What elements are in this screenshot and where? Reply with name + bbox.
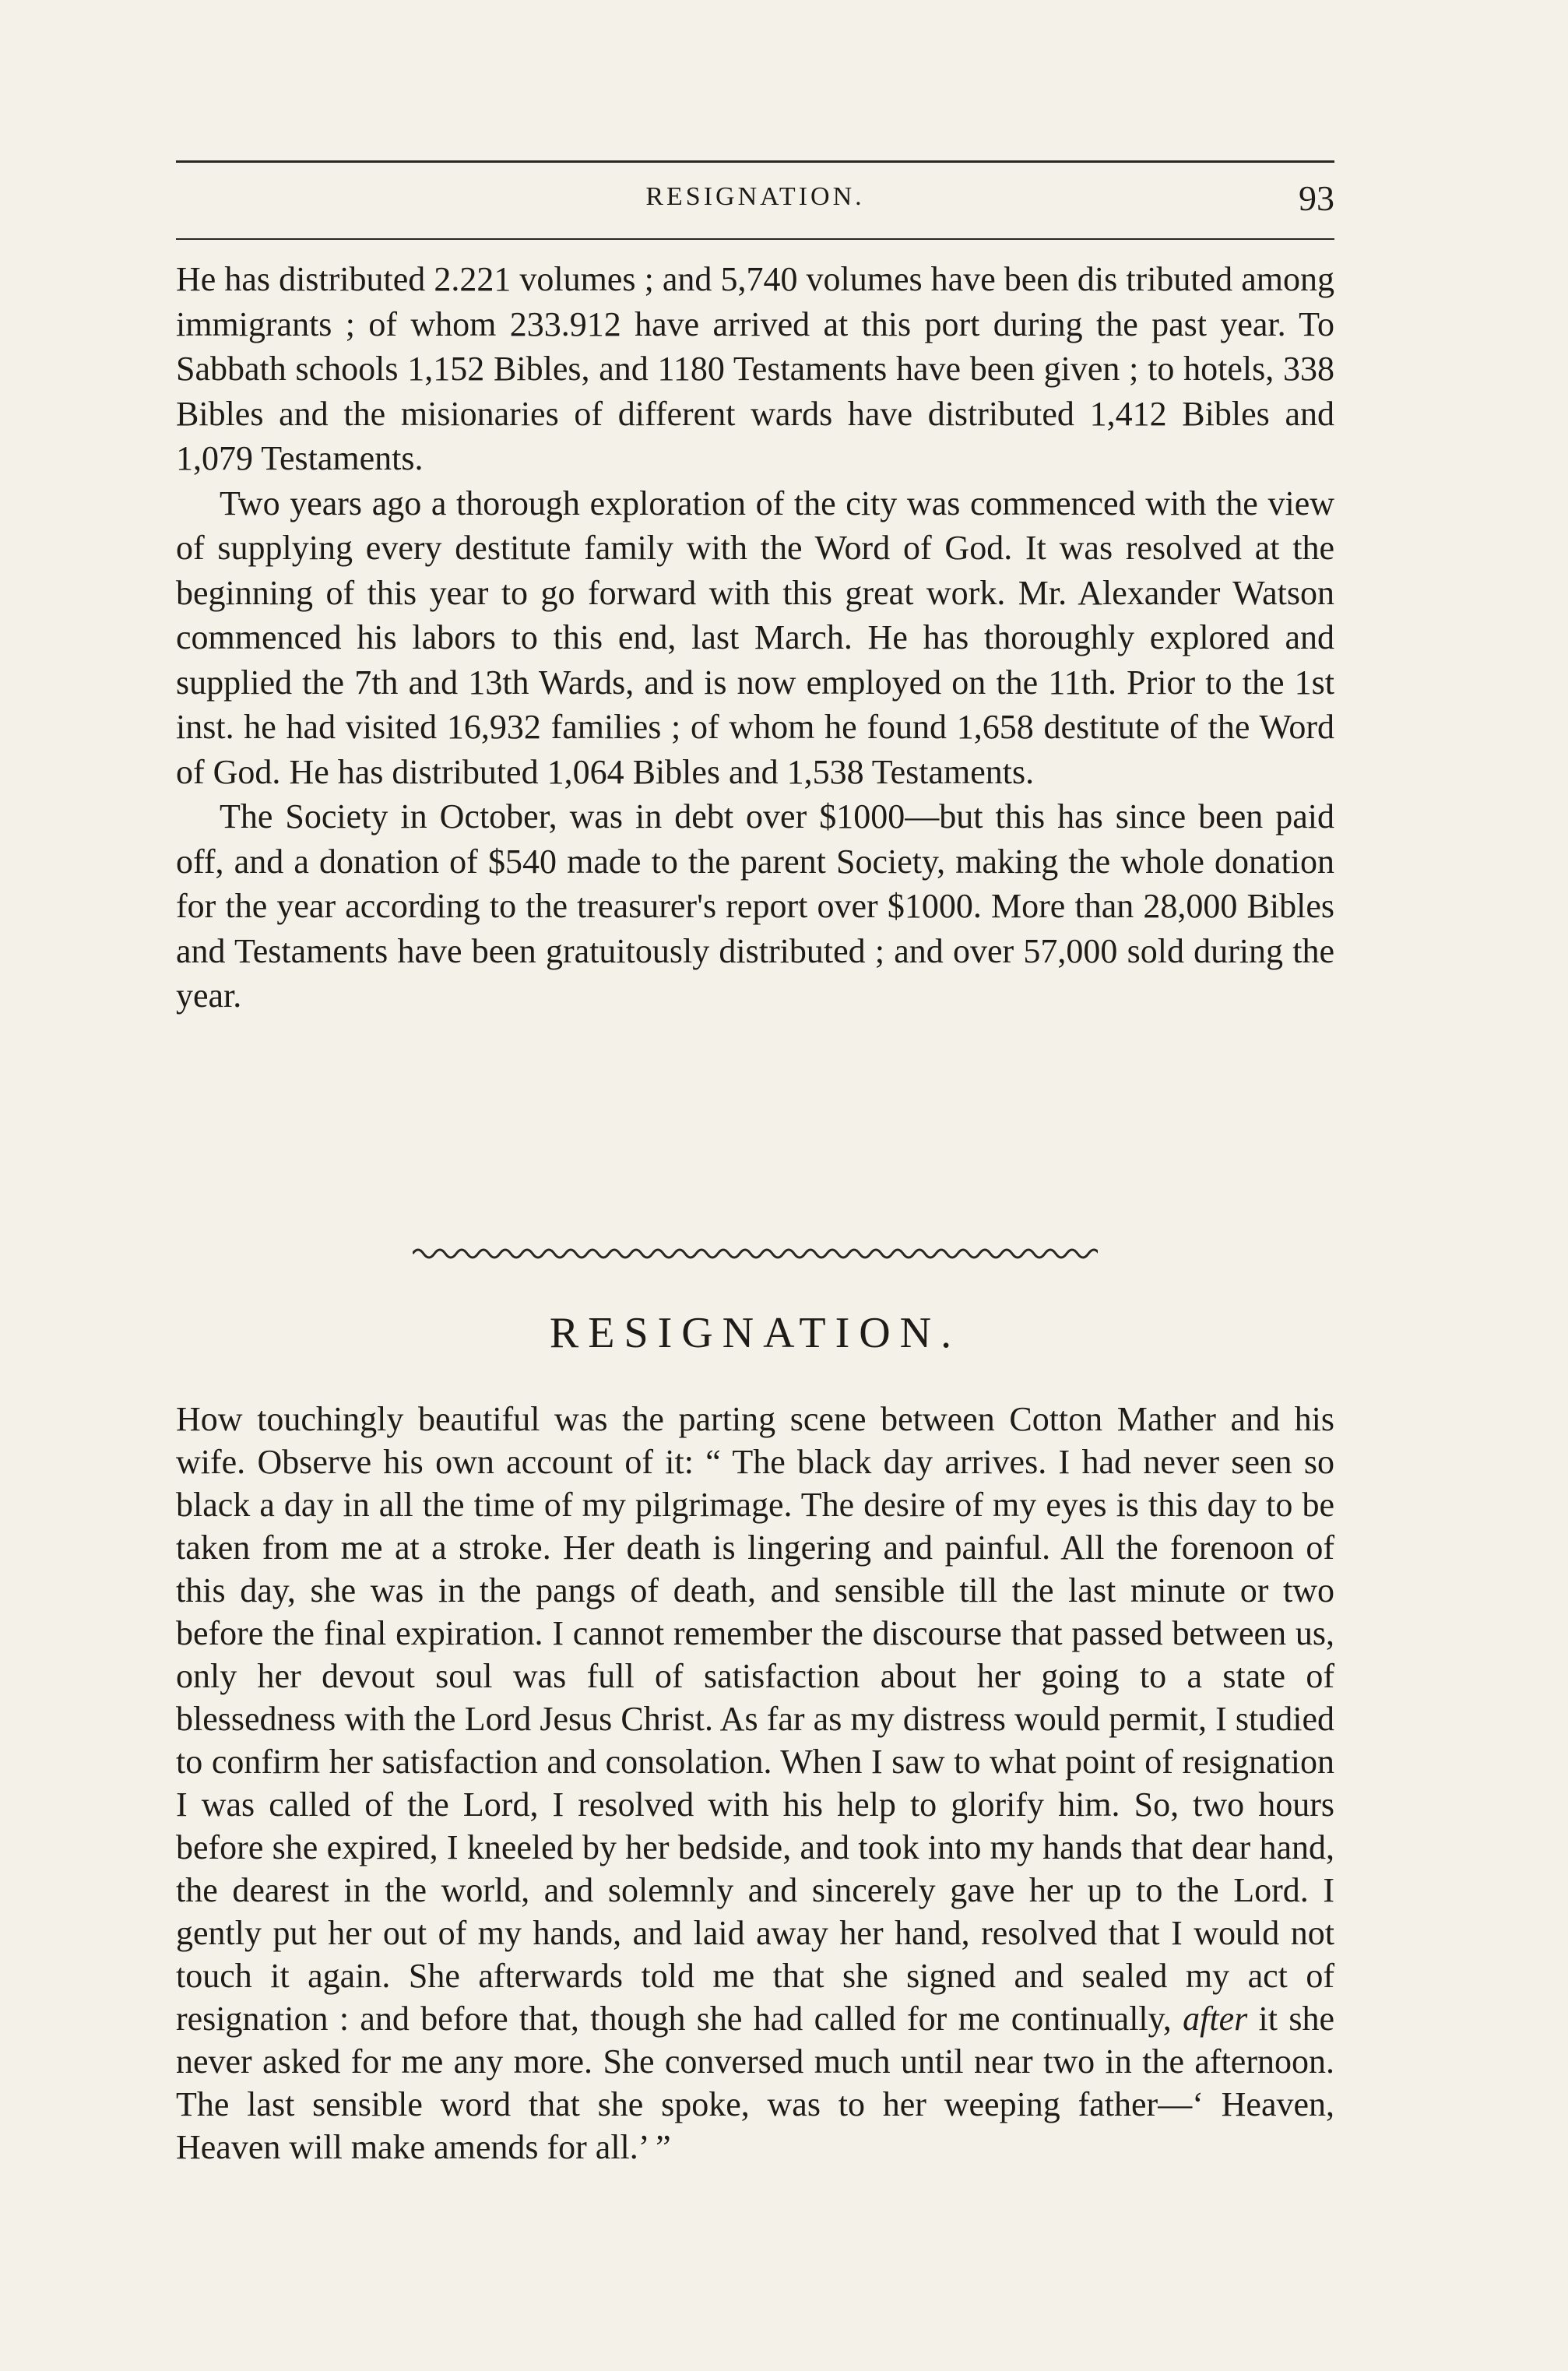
section-heading: RESIGNATION. (549, 1309, 962, 1357)
top-rule (176, 160, 1334, 163)
paragraph: The Society in October, was in debt over $1000—but this has since been paid off, and a donation of $540 made to the parent Society, making the whole donation for the year according to the treasurer's report over $1000. More than 28,000 Bibles and Testaments have been gratuitously distributed ; and over 57,000 sold during the year. (176, 797, 1334, 1015)
page-number: 93 (1299, 178, 1334, 218)
bible-society-report (176, 257, 1334, 1018)
running-title: RESIGNATION. (645, 182, 865, 211)
header-rule (176, 238, 1334, 240)
paragraph-text: it she never asked for me any more. She conversed much until near two in the afternoon. The last sensible word that she spoke, was to her weeping father—‘ Heaven, Heaven will make amends for all.’ ” (176, 2000, 1334, 2166)
wavy-divider-ornament (413, 1242, 1098, 1265)
paragraph-text: How touchingly beautiful was the parting scene between Cotton Mather and his wife. Observe his own account of it: “ The black day arrives. I had never seen so black a day in all the time of my pilgrimage. The desire of my eyes is this day to be taken from me at a stroke. Her death is lingering and painful. All the forenoon of this day, she was in the pangs of death, and sensible till the last minute or two before the final expiration. I cannot remember the discourse that passed between us, only her devout soul was full of satisfaction about her going to a state of blessedness with the Lord Jesus Christ. As far as my distress would permit, I studied to confirm her satisfaction and consolation. When I saw to what point of resignation I was called of the Lord, I resolved with his help to glorify him. So, two hours before she expired, I kneeled by her bedside, and took into my hands that dear hand, the dearest in the world, and solemnly and sincerely gave her up to the Lord. I gently put her out of my hands, and laid away her hand, resolved that I would not touch it again. She afterwards told me that she signed and sealed my act of resignation : and before that, though she had called for me continually, (176, 1400, 1334, 2038)
paragraph (176, 1398, 1334, 2169)
running-head (176, 178, 1334, 224)
paragraph: He has distributed 2.221 volumes ; and 5,740 volumes have been dis tributed among immigrants ; of whom 233.912 have arrived at this port during the past year. To Sabbath schools 1,152 Bibles, and 1180 Testaments have been given ; to hotels, 338 Bibles and the misionaries of different wards have distributed 1,412 Bibles and 1,079 Testaments. (176, 260, 1334, 477)
paragraph: Two years ago a thorough exploration of the city was commenced with the view of supplying every destitute family with the Word of God. It was resolved at the beginning of this year to go forward with this great work. Mr. Alexander Watson commenced his labors to this end, last March. He has thoroughly explored and supplied the 7th and 13th Wards, and is now employed on the 11th. Prior to the 1st inst. he had visited 16,932 families ; of whom he found 1,658 destitute of the Word of God. He has distributed 1,064 Bibles and 1,538 Testaments. (176, 484, 1334, 791)
resignation-section-body (176, 1398, 1334, 2169)
italic-word: after (1183, 2000, 1248, 2038)
